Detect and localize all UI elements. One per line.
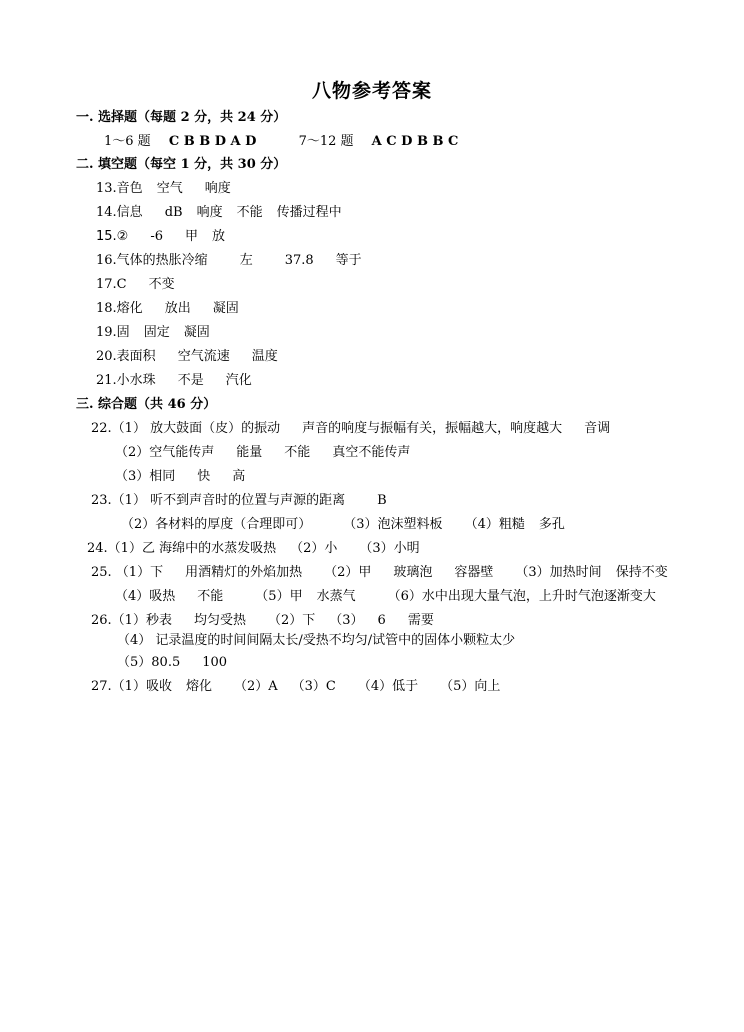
- answer: （6）水中出现大量气泡，上升时气泡逐渐变大: [387, 589, 656, 604]
- answer: 19.固: [96, 325, 130, 340]
- answer: 24.（1）乙 海绵中的水蒸发吸热: [87, 541, 277, 556]
- question-15: [96, 229, 225, 245]
- question-23-part-1: [91, 493, 387, 509]
- answer: （2）各材料的厚度（合理即可）: [121, 517, 312, 532]
- answer: （3）泡沫塑料板: [343, 517, 443, 532]
- answer: 高: [232, 469, 246, 484]
- question-21: [96, 373, 252, 389]
- answer: （3）: [329, 613, 364, 628]
- question-13: [96, 181, 231, 197]
- answer: 18.熔化: [96, 301, 143, 316]
- range-7-12: 7～12 题: [298, 134, 354, 149]
- answer: 音调: [584, 421, 611, 436]
- answer: 凝固: [212, 301, 239, 316]
- answer: 左: [239, 253, 253, 268]
- question-17: [96, 277, 175, 293]
- section-1-heading: 一. 选择题（每题 2 分，共 24 分）: [76, 110, 287, 125]
- answer: 放出: [164, 301, 191, 316]
- answer: 22.（1） 放大鼓面（皮）的振动: [91, 421, 281, 436]
- answer: （3）C: [291, 679, 336, 694]
- question-22-part-2: [115, 445, 410, 461]
- answer: （2）空气能传声: [115, 445, 215, 460]
- answer: 13.音色: [96, 181, 143, 196]
- answer: -6: [150, 229, 164, 244]
- answer: 100: [202, 655, 228, 670]
- answer: 6: [377, 613, 386, 628]
- answer: 需要: [407, 613, 434, 628]
- answer: （2）小: [290, 541, 338, 556]
- question-26-part-1: [91, 613, 434, 629]
- answer: （4）粗糙: [464, 517, 525, 532]
- answer: 空气流速: [177, 349, 230, 364]
- answer: 不是: [177, 373, 204, 388]
- answer: 23.（1） 听不到声音时的位置与声源的距离: [91, 493, 346, 508]
- answer: （2）甲: [324, 565, 372, 580]
- section-3-heading: 三. 综合题（共 46 分）: [76, 397, 217, 412]
- answer: 不能: [197, 589, 224, 604]
- question-22-part-3: [115, 469, 245, 485]
- answer: 均匀受热: [193, 613, 246, 628]
- question-26-part-3: [117, 655, 227, 671]
- answer: 响度: [196, 205, 223, 220]
- answer: 能量: [236, 445, 263, 460]
- answer: 17.C: [96, 277, 127, 292]
- answer: 25. （1）下: [91, 565, 164, 580]
- answer: （3）相同: [115, 469, 176, 484]
- answer: 容器壁: [454, 565, 494, 580]
- answer: 快: [197, 469, 211, 484]
- question-22-part-1: [91, 421, 610, 437]
- answer: （5）向上: [440, 679, 501, 694]
- answer: 真空不能传声: [332, 445, 411, 460]
- answer: 等于: [335, 253, 362, 268]
- answer: （3）加热时间: [515, 565, 602, 580]
- answer: 汽化: [225, 373, 252, 388]
- answers-7-12: A C D B B C: [371, 134, 459, 149]
- answer: 不能: [284, 445, 311, 460]
- answer: 水蒸气: [316, 589, 356, 604]
- answer: 甲: [185, 229, 199, 244]
- answer: 用酒精灯的外焰加热: [185, 565, 303, 580]
- answer: 20.表面积: [96, 349, 156, 364]
- range-1-6: 1～6 题: [104, 134, 151, 149]
- question-19: [96, 325, 210, 341]
- answer: 声音的响度与振幅有关，振幅越大，响度越大: [302, 421, 563, 436]
- question-27: [91, 679, 500, 695]
- answer: 多孔: [538, 517, 565, 532]
- answer: 37.8: [284, 253, 314, 268]
- section-1-answers: [104, 134, 458, 150]
- answer: B: [377, 493, 387, 508]
- question-26-part-2: （4） 记录温度的时间间隔太长/受热不均匀/试管中的固体小颗粒太少: [117, 633, 516, 648]
- answer: 响度: [204, 181, 231, 196]
- answer: （2）下: [267, 613, 316, 628]
- question-18: [96, 301, 239, 317]
- answer: （2）A: [233, 679, 278, 694]
- question-14: [96, 205, 342, 221]
- question-25-part-2: [115, 589, 656, 605]
- section-2-heading: 二. 填空题（每空 1 分，共 30 分）: [76, 157, 287, 172]
- answer: 保持不变: [615, 565, 668, 580]
- answer: 放: [212, 229, 226, 244]
- answer: 熔化: [185, 679, 212, 694]
- answer: 不变: [148, 277, 175, 292]
- answer: （3）小明: [359, 541, 420, 556]
- answer: dB: [164, 205, 183, 220]
- answer: （4）吸热: [115, 589, 176, 604]
- question-23-part-2: [121, 517, 565, 533]
- answer: （4）低于: [357, 679, 419, 694]
- question-16: [96, 253, 362, 269]
- answer: 21.小水珠: [96, 373, 156, 388]
- answer: 不能: [236, 205, 263, 220]
- answer: （5）80.5: [117, 655, 181, 670]
- answer: 温度: [251, 349, 278, 364]
- answer: 27.（1）吸收: [91, 679, 172, 694]
- answer: 凝固: [183, 325, 210, 340]
- answer: 传播过程中: [276, 205, 342, 220]
- answer: （5）甲: [255, 589, 303, 604]
- question-25-part-1: [91, 565, 668, 581]
- answer: 玻璃泡: [393, 565, 433, 580]
- question-20: [96, 349, 278, 365]
- question-24: [87, 541, 420, 557]
- answer: 16.气体的热胀冷缩: [96, 253, 208, 268]
- answers-1-6: C B B D A D: [168, 134, 257, 149]
- answer: 空气: [156, 181, 183, 196]
- answer: 26.（1）秒表: [91, 613, 172, 628]
- answer: 14.信息: [96, 205, 143, 220]
- answer: 固定: [143, 325, 170, 340]
- page-title: 八物参考答案: [311, 80, 432, 102]
- answer: 15.②: [96, 229, 129, 244]
